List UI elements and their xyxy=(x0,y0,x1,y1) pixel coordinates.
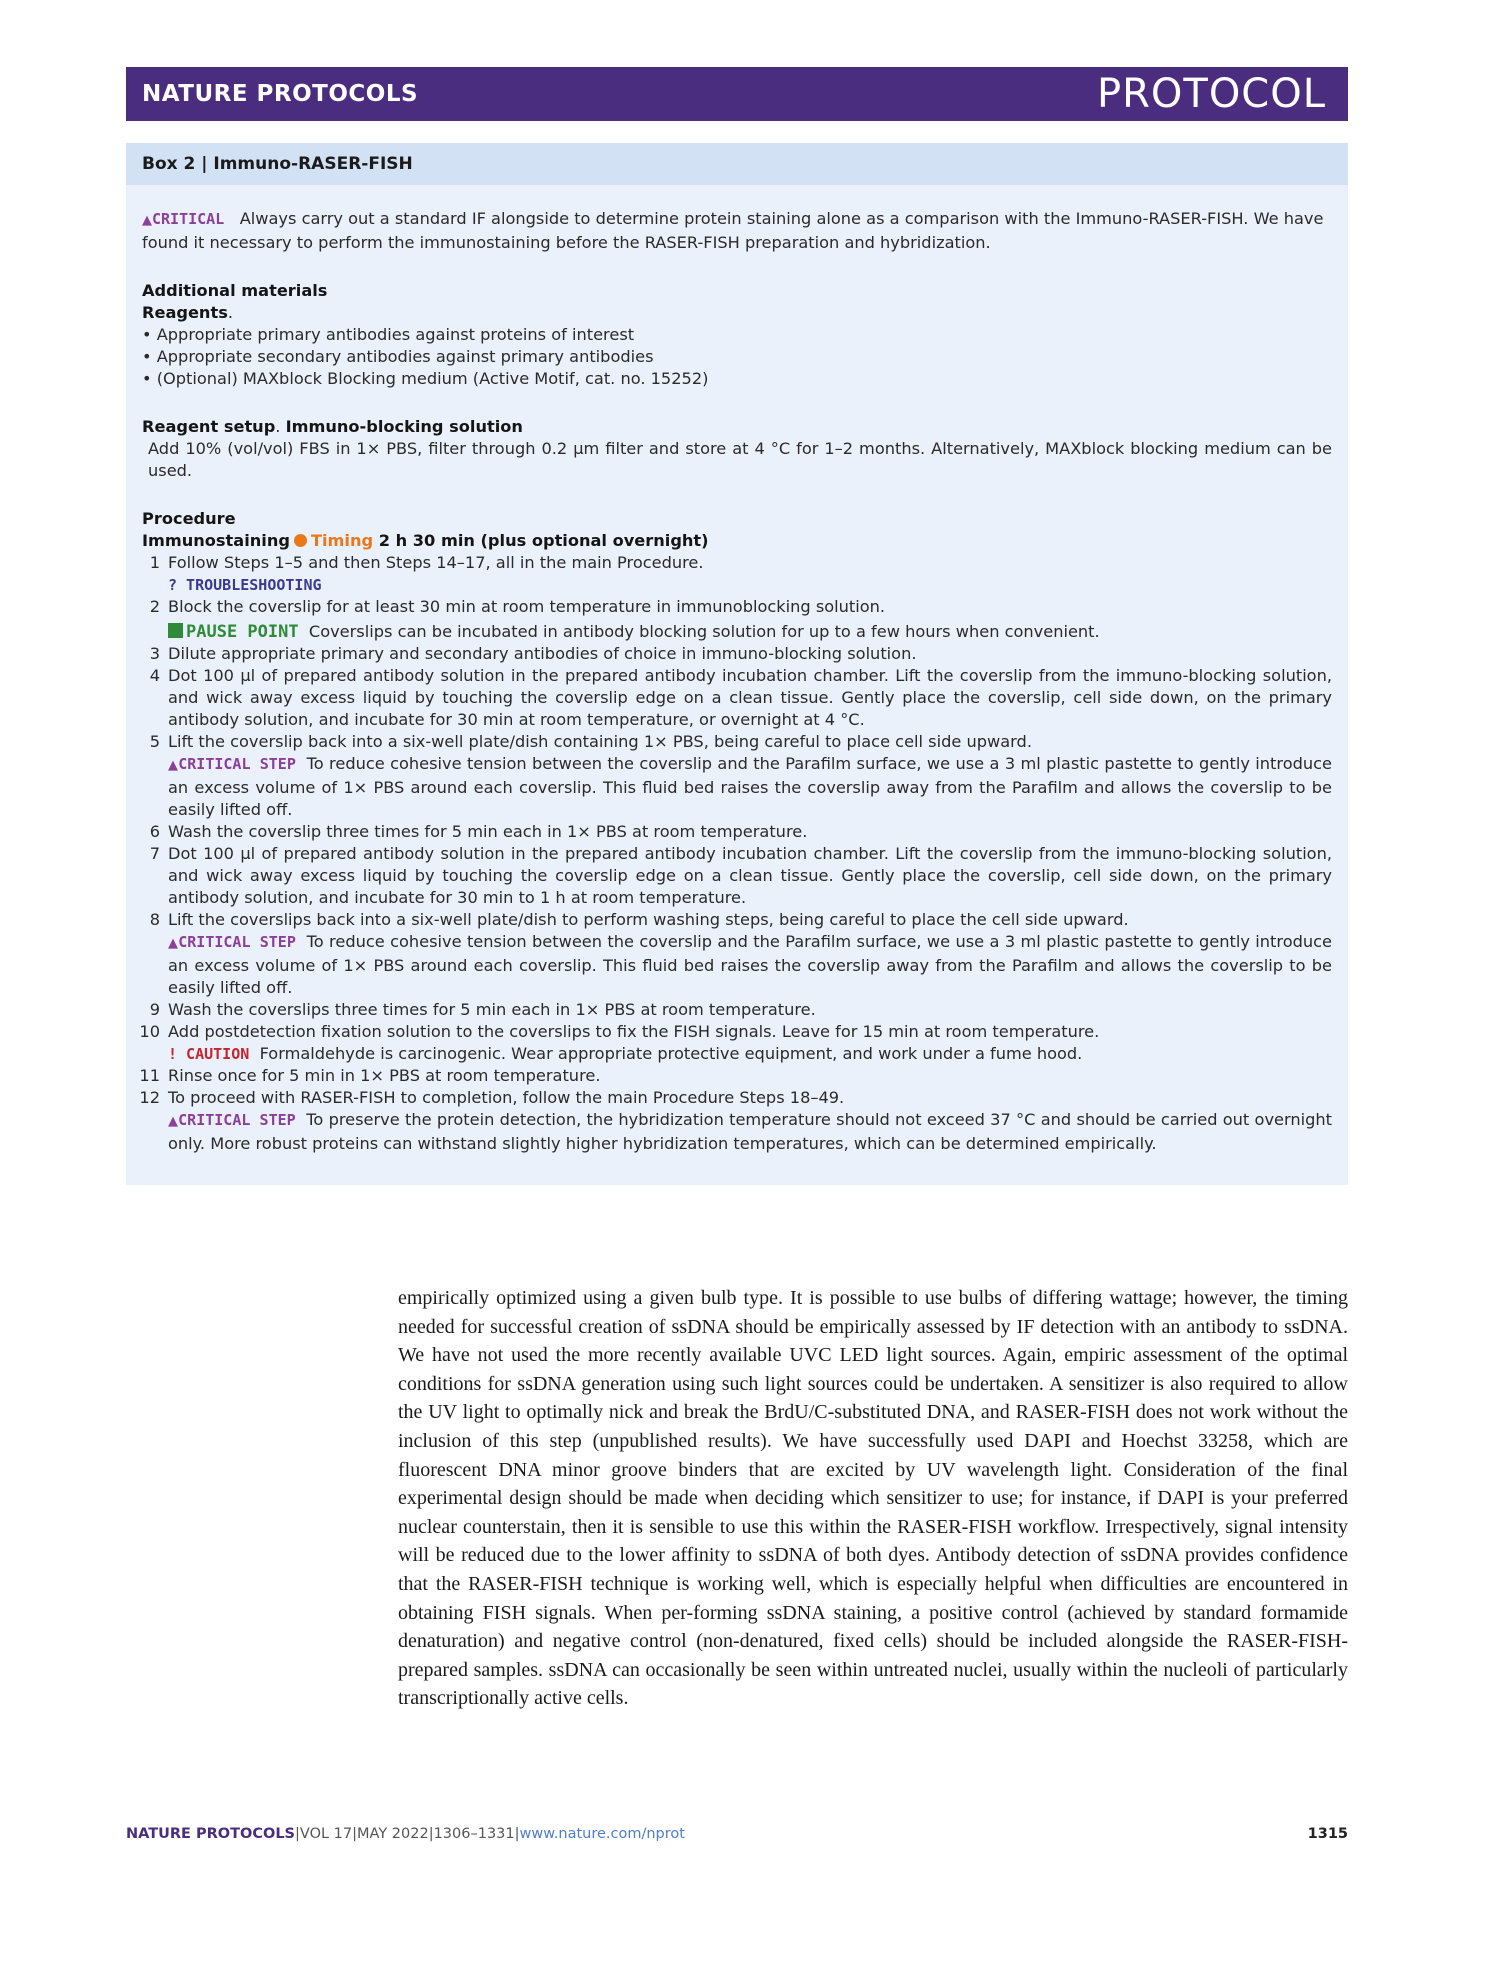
step-10: 10 Add postdetection fixation solution to the coverslips to fix the FISH signals. Leave for 15 min at room temperature. xyxy=(139,1022,1100,1041)
list-item: • (Optional) MAXblock Blocking medium (Active Motif, cat. no. 15252) xyxy=(142,369,709,388)
journal-header xyxy=(126,67,1348,121)
triangle-icon: ▲ xyxy=(168,1114,179,1129)
critical-label: CRITICAL xyxy=(152,210,225,228)
page-number: 1315 xyxy=(1307,1826,1348,1842)
timing-label: Timing xyxy=(310,531,374,550)
timing-dot-icon xyxy=(294,534,307,547)
step-7: 7 Dot 100 µl of prepared antibody solution in the prepared antibody incubation chamber. Lift the coverslip from the immuno-blocking solution, and wick away excess liquid by touching the coverslip edge on a clean tissue. Gently place the coverslip, cell side down, on the primary antibody solution, and incubate for 30 min to 1 h at room temperature. xyxy=(149,844,1332,907)
step-12: 12 To proceed with RASER-FISH to completion, follow the main Procedure Steps 18–49. xyxy=(139,1088,845,1107)
list-item: • Appropriate secondary antibodies against primary antibodies xyxy=(142,347,654,366)
critical-step-12: ▲CRITICAL STEP To preserve the protein detection, the hybridization temperature should not exceed 37 °C and should be carried out overnight only. More robust proteins can withstand slightly higher hybridization temperatures, which can be determined empirically. xyxy=(168,1110,1333,1153)
footer-pages: 1306–1331 xyxy=(433,1826,515,1842)
triangle-icon: ▲ xyxy=(142,213,152,228)
step-4: 4 Dot 100 µl of prepared antibody solution in the prepared antibody incubation chamber. Lift the coverslip from the immuno-blocking solution, and wick away excess liquid by touching the coverslip edge on a clean tissue. Gently place the coverslip, cell side down, on the primary antibody solution, and incubate for 30 min at room temperature, or overnight at 4 °C. xyxy=(149,666,1332,729)
critical-step-8: ▲CRITICAL STEP To reduce cohesive tension between the coverslip and the Parafilm surface, we use a 3 ml plastic pastette to gently introduce an excess volume of 1× PBS around each coverslip. This fluid bed raises the coverslip away from the Parafilm and allows the coverslip to be easily lifted off. xyxy=(168,932,1332,997)
immunostaining-heading: Immunostaining Timing 2 h 30 min (plus optional overnight) xyxy=(142,531,709,550)
box-2 xyxy=(126,143,1348,1185)
step-9: 9 Wash the coverslips three times for 5 min each in 1× PBS at room temperature. xyxy=(149,1000,816,1019)
troubleshooting-link[interactable]: ? TROUBLESHOOTING xyxy=(168,576,322,594)
additional-materials-heading: Additional materials xyxy=(142,281,328,300)
box-body xyxy=(139,208,1333,1155)
reagent-setup-text: Add 10% (vol/vol) FBS in 1× PBS, filter through 0.2 µm filter and store at 4 °C for 1–2 months. Alternatively, MAXblock blocking medium can be used. xyxy=(148,439,1332,480)
critical-step-5: ▲CRITICAL STEP To reduce cohesive tension between the coverslip and the Parafilm surface, we use a 3 ml plastic pastette to gently introduce an excess volume of 1× PBS around each coverslip. This fluid bed raises the coverslip away from the Parafilm and allows the coverslip to be easily lifted off. xyxy=(168,754,1332,819)
procedure-heading: Procedure xyxy=(142,509,236,528)
reagent-setup-heading: Reagent setup. Immuno-blocking solution xyxy=(142,417,523,436)
pause-point: PAUSE POINT Coverslips can be incubated in antibody blocking solution for up to a few hours when convenient. xyxy=(142,621,1332,643)
step-6: 6 Wash the coverslip three times for 5 min each in 1× PBS at room temperature. xyxy=(149,822,808,841)
step-5: 5 Lift the coverslip back into a six-well plate/dish containing 1× PBS, being careful to place cell side upward. xyxy=(149,732,1032,751)
footer-journal: NATURE PROTOCOLS xyxy=(126,1826,296,1842)
step-3: 3 Dilute appropriate primary and secondary antibodies of choice in immuno-blocking solution. xyxy=(149,644,917,663)
box-title: Box 2 | Immuno-RASER-FISH xyxy=(126,143,1348,185)
step-2: 2 Block the coverslip for at least 30 min at room temperature in immunoblocking solution. xyxy=(149,597,886,616)
step-1: 1 Follow Steps 1–5 and then Steps 14–17, all in the main Procedure. xyxy=(149,553,704,572)
timing-text: 2 h 30 min (plus optional overnight) xyxy=(378,531,709,550)
body-paragraph: empirically optimized using a given bulb type. It is possible to use bulbs of differing wattage; however, the timing needed for successful creation of ssDNA should be empirically assessed by IF detection with an antibody to ssDNA. We have not used the more recently available UVC LED light sources. Again, empiric assessment of the optimal conditions for ssDNA generation using such light sources could be undertaken. A sensitizer is also required to allow the UV light to optimally nick and break the BrdU/C-substituted DNA, and RASER-FISH does not work without the inclusion of this step (unpublished results). We have successfully used DAPI and Hoechst 33258, which are fluorescent DNA minor groove binders that are excited by UV wavelength light. Consideration of the final experimental design should be made when deciding which sensitizer to use; for instance, if DAPI is your preferred nuclear counterstain, then it is sensible to use this within the RASER-FISH workflow. Irrespectively, signal intensity will be reduced due to the lower affinity to ssDNA of both dyes. Antibody detection of ssDNA provides confidence that the RASER-FISH technique is working well, which is especially helpful when difficulties are encountered in obtaining FISH signals. When per-forming ssDNA staining, a positive control (achieved by standard formamide denaturation) and negative control (non-denatured, fixed cells) should be included alongside the RASER-FISH-prepared samples. ssDNA can occasionally be seen within untreated nuclei, usually within the nucleoli of particularly transcriptionally active cells. xyxy=(398,1287,1348,1710)
page-footer: NATURE PROTOCOLS|VOL 17|MAY 2022|1306–1331|www.nature.com/nprot 1315 xyxy=(126,1826,1348,1842)
critical-note xyxy=(142,208,1332,254)
article-type: PROTOCOL xyxy=(1096,71,1326,117)
reagents-heading: Reagents. xyxy=(142,303,233,322)
caution-note: ! CAUTION Formaldehyde is carcinogenic. Wear appropriate protective equipment, and work under a fume hood. xyxy=(168,1044,1083,1063)
footer-date: MAY 2022 xyxy=(357,1826,429,1842)
step-11: 11 Rinse once for 5 min in 1× PBS at room temperature. xyxy=(139,1066,601,1085)
reagent-list xyxy=(142,324,1332,390)
triangle-icon: ▲ xyxy=(168,758,179,773)
critical-text: Always carry out a standard IF alongside to determine protein staining alone as a comparison with the Immuno-RASER-FISH. We have found it necessary to perform the immunostaining before the RASER-FISH preparation and hybridization. xyxy=(142,209,1324,252)
pause-square-icon xyxy=(168,623,183,638)
list-item: • Appropriate primary antibodies against proteins of interest xyxy=(142,325,635,344)
footer-url[interactable]: www.nature.com/nprot xyxy=(519,1826,685,1842)
step-8: 8 Lift the coverslips back into a six-well plate/dish to perform washing steps, being careful to place the cell side upward. xyxy=(149,910,1129,929)
journal-name: NATURE PROTOCOLS xyxy=(142,81,419,107)
footer-volume: VOL 17 xyxy=(299,1826,353,1842)
triangle-icon: ▲ xyxy=(168,936,179,951)
